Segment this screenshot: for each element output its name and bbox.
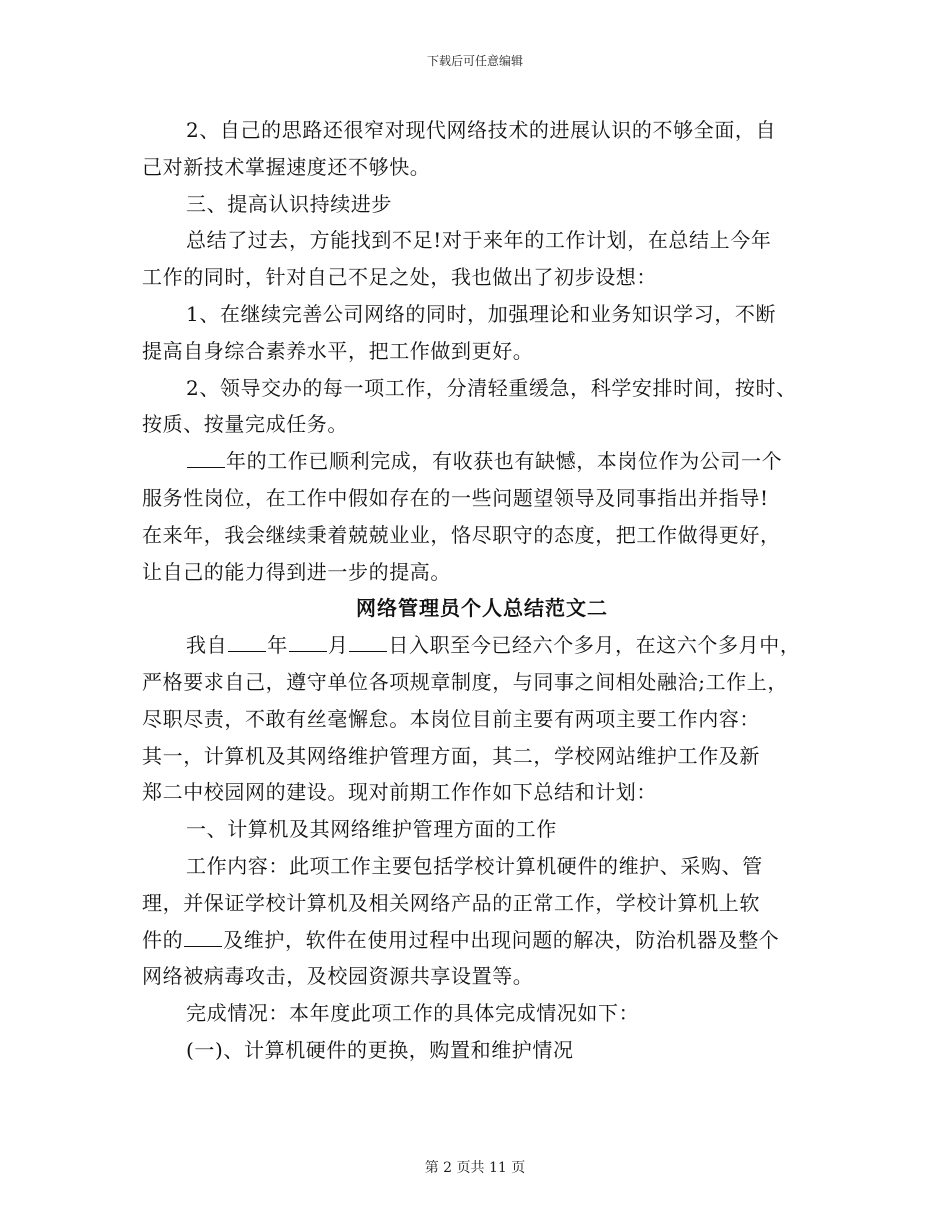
line-text: 我自 [186,633,228,658]
paragraph-line: 总结了过去，方能找到不足!对于来年的工作计划，在总结上今年 [186,228,772,253]
paragraph-line: 服务性岗位，在工作中假如存在的一些问题望领导及同事指出并指导! [142,485,769,510]
paragraph-line: 网络被病毒攻击，及校园资源共享设置等。 [142,964,534,989]
line-text: 年 [267,633,288,658]
paragraph-line: 尽职尽责，不敢有丝毫懈怠。本岗位目前主要有两项主要工作内容： [142,706,760,731]
paragraph-line: 1、在继续完善公司网络的同时，加强理论和业务知识学习，不断 [186,301,777,326]
section-heading: 三、提高认识持续进步 [186,191,392,216]
line-text: 年的工作已顺利完成，有收获也有缺憾，本岗位作为公司一个 [226,449,783,474]
blank-underline [184,928,222,947]
paragraph-line: 按质、按量完成任务。 [142,412,348,437]
line-text: 月 [327,633,349,658]
paragraph-line: 郑二中校园网的建设。现对前期工作作如下总结和计划： [142,780,657,805]
section-heading: (一)、计算机硬件的更换，购置和维护情况 [186,1037,574,1062]
paragraph-line: 己对新技术掌握速度还不够快。 [142,154,431,179]
paragraph-line [142,627,822,664]
section-heading: 一、计算机及其网络维护管理方面的工作 [186,817,557,842]
paragraph-line: 其一，计算机及其网络维护管理方面，其二，学校网站维护工作及新 [142,743,760,768]
paragraph-line: 严格要求自己，遵守单位各项规章制度，与同事之间相处融洽;工作上， [142,669,788,694]
paragraph-line: 2、自己的思路还很窄对现代网络技术的进展认识的不够全面，自 [186,118,777,142]
blank-underline [349,633,387,652]
paragraph-line: 工作内容：此项工作主要包括学校计算机硬件的维护、采购、管 [186,853,763,878]
paragraph-line: 提高自身综合素养水平，把工作做到更好。 [142,338,534,363]
line-text: 件的 [142,927,184,952]
paragraph-line: 2、领导交办的每一项工作，分清轻重缓急，科学安排时间，按时、 [186,375,797,400]
paragraph-line: 工作的同时，针对自己不足之处，我也做出了初步设想： [142,265,657,290]
line-text: 及维护，软件在使用过程中出现问题的解决，防治机器及整个 [223,927,780,952]
document-body [142,112,822,1069]
paragraph-line [142,922,822,959]
paragraph-line: 在来年，我会继续秉着兢兢业业，恪尽职守的态度，把工作做得更好， [142,522,781,547]
blank-underline [289,633,327,652]
blank-underline [228,633,266,652]
page-footer: 第 2 页共 11 页 [424,1160,526,1176]
page-header: 下载后可任意编辑 [426,54,523,68]
paragraph-line: 完成情况：本年度此项工作的具体完成情况如下： [186,1001,640,1026]
paragraph-line: 让自己的能力得到进一步的提高。 [142,559,451,584]
blank-underline [187,449,225,468]
line-text: 日入职至今已经六个多月，在这六个多月中， [388,633,801,658]
paragraph-line [142,443,822,480]
document-title: 网络管理员个人总结范文二 [356,596,608,621]
paragraph-line: 理，并保证学校计算机及相关网络产品的正常工作，学校计算机上软 [142,890,760,915]
